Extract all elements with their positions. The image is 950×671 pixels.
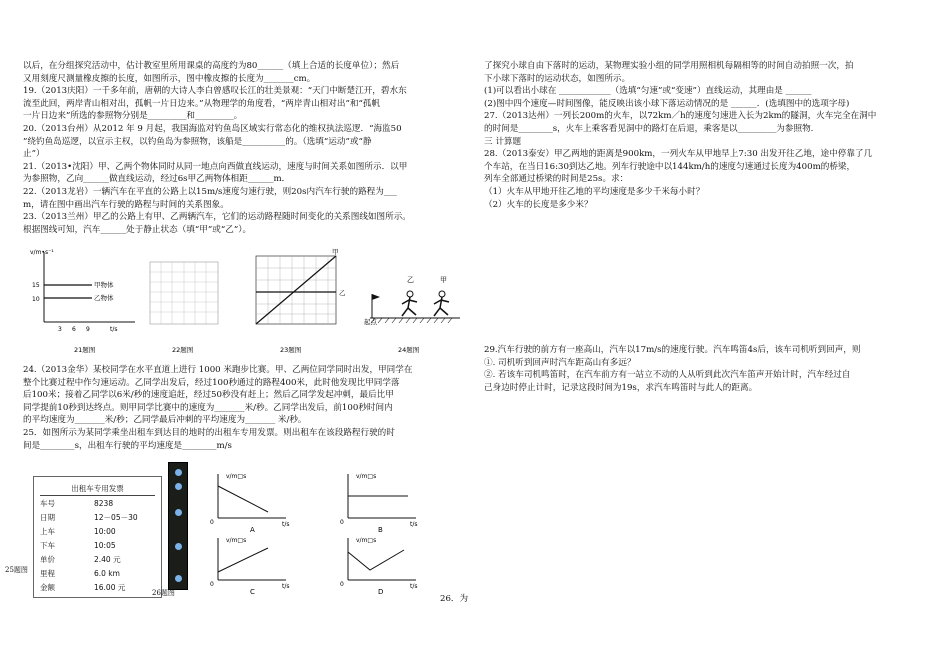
- figures-21-24: [30, 244, 470, 356]
- receipt-key: 上车: [40, 527, 55, 536]
- fig21-t9: 9: [86, 326, 90, 333]
- fig21-jia-label: 甲物体: [94, 281, 114, 289]
- text-line: 列车全部通过桥梁的时间是25s。求：: [484, 174, 629, 185]
- fig21-graph: [30, 249, 135, 354]
- text-line: 个车站，在当日16:30到达乙地。列车行驶途中以144km/h的速度匀速通过长度为400m的桥梁，: [484, 161, 856, 172]
- receipt-key: 下车: [40, 541, 55, 550]
- receipt-key: 车号: [40, 499, 55, 508]
- text-line: 流至此回，两岸青山相对出，孤帆一片日边来。”从物理学的角度看，“两岸青山相对出”和“孤帆: [23, 98, 381, 109]
- receipt-key: 金额: [40, 583, 55, 592]
- graph-A-label: A: [250, 526, 255, 534]
- right-column-2: [484, 344, 916, 394]
- fig24-runner-jia: 甲: [440, 276, 447, 284]
- graph-B-vlabel: v/m□s: [356, 473, 377, 480]
- text-line: 24.（2013金华）某校同学在水平直道上进行 1000 米跑步比赛。甲、乙两位同学同时出发，甲同学在: [23, 365, 413, 375]
- graph-C-vlabel: v/m□s: [226, 537, 247, 544]
- fig23-caption: 23题图: [280, 346, 302, 354]
- text-line: 下小球下落时的运动状态，如图所示。: [484, 73, 631, 84]
- text-line: 20.（2013台州）从2012 年 9 月起，我国海监对钓鱼岛区域实行常态化的维权执法巡逻．“海监50: [23, 123, 402, 134]
- graph-B-zero: 0: [340, 519, 344, 526]
- left-column: [23, 60, 475, 236]
- graph-D-zero: 0: [340, 581, 344, 588]
- text-line: 22.（2013龙岩）一辆汽车在平直的公路上以15m/s速度匀速行驶，则20s内汽车行驶的路程为___: [23, 186, 397, 197]
- text-line: 同学提前10秒到达终点。则甲同学比赛中的速度为_______米/秒。乙同学出发后，前100秒时间内: [23, 402, 393, 413]
- fig22-caption: 22题图: [172, 346, 194, 354]
- text-line: 间是________s，出租车行驶的平均速度是________m/s: [23, 440, 232, 451]
- receipt-value: 2.40 元: [94, 555, 121, 564]
- graph-C-tlabel: t/s: [282, 583, 290, 590]
- text-line: 的时间是________s，火车上乘客看见洞中的路灯在后退，乘客是以_________为参照物.: [484, 123, 814, 134]
- text-line: 后100米；接着乙同学以6米/秒的速度追赶，经过50秒没有赶上；然后乙同学发起冲刺，最后比甲: [23, 390, 394, 401]
- receipt-value: 10:05: [94, 541, 116, 550]
- text-line: 的平均速度为_______米/秒；乙同学最后冲刺的平均速度为_______ 米/秒。: [23, 415, 307, 426]
- text-line: ”绕钓鱼岛巡逻，以宣示主权，以钓鱼岛为参照物，该船是__________的。（选填“运动”或“静: [23, 136, 372, 147]
- receipt-value: 8238: [94, 499, 114, 508]
- falling-ball-photo: [168, 462, 188, 590]
- fig21-t3: 3: [58, 326, 62, 333]
- text-line: 根据图线可知，汽车______处于静止状态（填“甲”或“乙”）。: [23, 224, 252, 235]
- fig24-runner-yi: 乙: [407, 276, 414, 284]
- graph-A-tlabel: t/s: [282, 521, 290, 528]
- text-line: （1）火车从甲地开往乙地的平均速度是多少千米每小时？: [484, 186, 705, 197]
- fig21-t-axis: t/s: [110, 326, 118, 333]
- graph-B: [340, 473, 418, 534]
- receipt-value: 16.00 元: [94, 583, 126, 592]
- graph-A-vlabel: v/m□s: [226, 473, 247, 480]
- text-line: （2）火车的长度是多少米？: [484, 199, 593, 210]
- fig22-grid: [150, 262, 218, 354]
- receipt-key: 里程: [40, 569, 55, 578]
- right-column: [484, 60, 916, 211]
- text-line: (2)图中四个速度—时间图像，能反映出该小球下落运动情况的是 ______．(选填图中的选项字母): [484, 98, 850, 109]
- fig23-graph: [256, 248, 346, 354]
- graph-D-label: D: [378, 588, 384, 596]
- receipt-value: 10:00: [94, 527, 116, 536]
- fig21-yi-label: 乙物体: [94, 294, 114, 302]
- text-line: 整个比赛过程中作匀速运动。乙同学出发后，经过100秒通过的路程400米，此时他发现比甲同学落: [23, 377, 400, 388]
- text-line: 了探究小球自由下落时的运动，某物理实验小组的同学用照相机每隔相等的时间自动拍照一次，拍: [484, 61, 854, 71]
- receipt-key: 日期: [40, 513, 55, 522]
- text-line: 27.（2013达州）一列长200m的火车，以72km／h的速度匀速进入长为2km的隧洞，火车完全在洞中: [484, 111, 877, 122]
- fig24-start-label: 起点: [364, 318, 377, 326]
- text-line: 25．如图所示为某同学乘坐出租车到达目的地时的出租车专用发票。则出租车在该段路程行驶的时: [23, 427, 395, 438]
- text-line: (1)可以看出小球在 ____________（选填“匀速”或“变速”）直线运动，其理由是 ______: [484, 86, 812, 97]
- text-line: 三 计算题: [484, 136, 522, 147]
- graph-D: [340, 537, 418, 596]
- graph-D-vlabel: v/m□s: [356, 537, 377, 544]
- receipt-value: 6.0 km: [94, 569, 120, 578]
- fig24-runners: [364, 276, 460, 354]
- receipt-title: 出租车专用发票: [71, 484, 124, 493]
- fig21-y15: 15: [32, 282, 40, 289]
- text-line: 23.（2013兰州）甲乙的公路上有甲、乙两辆汽车，它们的运动路程随时间变化的关系图线如图所示。: [23, 212, 411, 223]
- text-line: 19.（2013庆阳）一千多年前，唐朝的大诗人李白曾感叹长江的壮美景观：“天门中断楚江开，碧水东: [23, 86, 407, 97]
- text-line: 28.（2013泰安）甲乙两地的距离是900km，一列火车从甲地早上7:30 出发开往乙地，途中停靠了几: [484, 149, 873, 160]
- text-line: 为参照物，乙向______做直线运动，经过6s甲乙两物体相距______m．: [23, 174, 291, 185]
- graph-B-tlabel: t/s: [410, 521, 418, 528]
- receipt-value: 12－05－30: [94, 513, 138, 522]
- taxi-receipt: [33, 476, 162, 598]
- fig23-jia-label: 甲: [332, 248, 339, 256]
- graph-A: [210, 473, 290, 534]
- text-line: 止”）: [23, 149, 45, 160]
- text-line: m，请在图中画出汽车行驶的路程与时间的关系图象。: [23, 199, 229, 210]
- graph-D-tlabel: t/s: [410, 583, 418, 590]
- graph-C-zero: 0: [210, 581, 214, 588]
- graph-C-label: C: [250, 588, 255, 596]
- graph-C: [210, 537, 290, 596]
- left-column-2: [23, 364, 475, 452]
- text-line: 又用刻度尺测量橡皮擦的长度，如图所示，图中橡皮擦的长度为_______cm。: [23, 73, 316, 84]
- text-line: ①. 司机听到回声时汽车距高山有多远？: [484, 357, 636, 368]
- text-line: 己身边时停止计时，记录这段时间为19s，求汽车鸣笛时与此人的距离。: [484, 382, 758, 393]
- q26-start: 26．为: [440, 594, 469, 604]
- text-line: 一片日边来”所选的参照物分别是_________和_________。: [23, 111, 243, 122]
- fig26-caption: 26题图: [152, 589, 175, 597]
- fig21-caption: 21题图: [74, 346, 96, 354]
- text-line: ②. 若该车司机鸣笛时，在汽车前方有一站立不动的人从听到此次汽车笛声开始计时，汽车经过自: [484, 370, 851, 381]
- fig21-yaxis-label: v/m•s⁻¹: [30, 249, 54, 256]
- text-line: 29.汽车行驶的前方有一座高山，汽车以17m/s的速度行驶。汽车鸣笛4s后，该车司机听到回声，则: [484, 345, 861, 355]
- text-line: 21.（2013•沈阳）甲、乙两个物体同时从同一地点向西做直线运动，速度与时间关系如图所示．以甲: [23, 161, 408, 172]
- vt-graphs: [198, 466, 428, 596]
- fig21-t6: 6: [72, 326, 76, 333]
- fig24-caption: 24题图: [398, 346, 420, 354]
- receipt-key: 单价: [40, 555, 55, 564]
- graph-B-label: B: [378, 526, 383, 534]
- fig25-caption: 25题图: [5, 566, 28, 574]
- graph-A-zero: 0: [210, 519, 214, 526]
- fig23-yi-label: 乙: [339, 289, 346, 297]
- fig21-y10: 10: [32, 296, 40, 303]
- text-line: 以后，在分组探究活动中，估计教室里所用课桌的高度约为80______（填上合适的长度单位）；然后: [23, 61, 400, 71]
